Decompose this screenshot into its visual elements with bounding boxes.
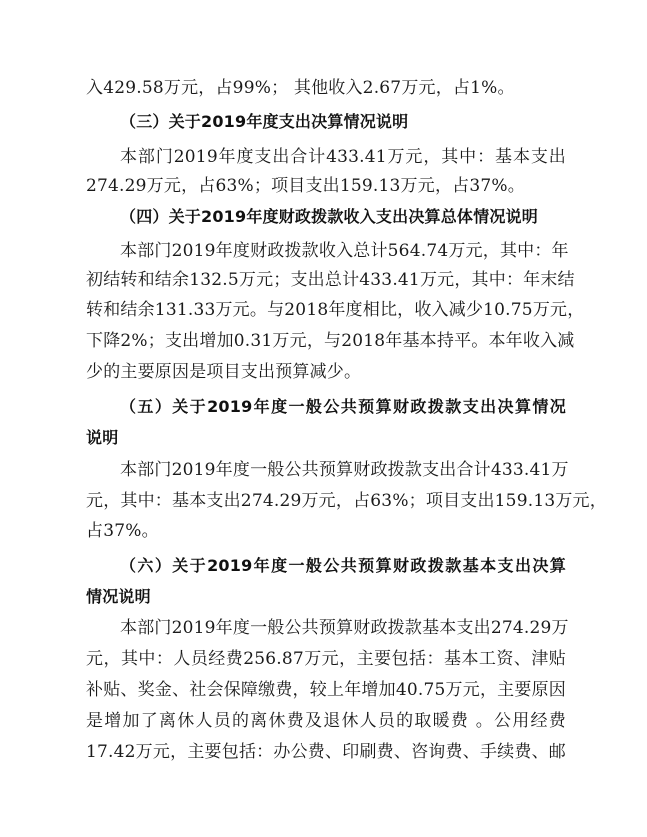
- paragraph-line: 占37%。: [86, 521, 159, 541]
- paragraph-line: 下降2%；支出增加0.31万元，与2018年基本持平。本年收入减: [86, 331, 575, 351]
- paragraph-line: 入429.58万元，占99%； 其他收入2.67万元，占1%。: [86, 78, 515, 98]
- section-heading-5: （五）关于2019年度一般公共预算财政拨款支出决算情况: [120, 397, 566, 416]
- section-heading-5-cont: 说明: [86, 428, 119, 447]
- section-heading-4: （四）关于2019年度财政拨款收入支出决算总体情况说明: [120, 207, 538, 226]
- paragraph-line: 元，其中：基本支出274.29万元，占63%；项目支出159.13万元，: [86, 491, 607, 511]
- paragraph-line: 元，其中：人员经费256.87万元，主要包括：基本工资、津贴: [86, 649, 566, 669]
- paragraph-line: 是增加了离休人员的离休费及退休人员的取暖费 。公用经费: [86, 711, 566, 731]
- paragraph-line: 补贴、奖金、社会保障缴费，较上年增加40.75万元，主要原因: [86, 680, 566, 700]
- paragraph-line: 少的主要原因是项目支出预算减少。: [86, 362, 362, 382]
- paragraph-line: 17.42万元，主要包括：办公费、印刷费、咨询费、手续费、邮: [86, 742, 566, 762]
- section-heading-3: （三）关于2019年度支出决算情况说明: [120, 112, 409, 131]
- paragraph-line: 本部门2019年度财政拨款收入总计564.74万元，其中：年: [120, 241, 569, 261]
- paragraph-line: 本部门2019年度支出合计433.41万元，其中：基本支出: [120, 147, 566, 167]
- paragraph-line: 274.29万元，占63%；项目支出159.13万元，占37%。: [86, 176, 525, 196]
- paragraph-line: 本部门2019年度一般公共预算财政拨款基本支出274.29万: [120, 618, 569, 638]
- paragraph-line: 初结转和结余132.5万元；支出总计433.41万元，其中：年末结: [86, 270, 575, 290]
- section-heading-6: （六）关于2019年度一般公共预算财政拨款基本支出决算: [120, 556, 566, 575]
- paragraph-line: 本部门2019年度一般公共预算财政拨款支出合计433.41万: [120, 460, 569, 480]
- section-heading-6-cont: 情况说明: [86, 587, 151, 606]
- paragraph-line: 转和结余131.33万元。与2018年度相比，收入减少10.75万元，: [86, 300, 585, 320]
